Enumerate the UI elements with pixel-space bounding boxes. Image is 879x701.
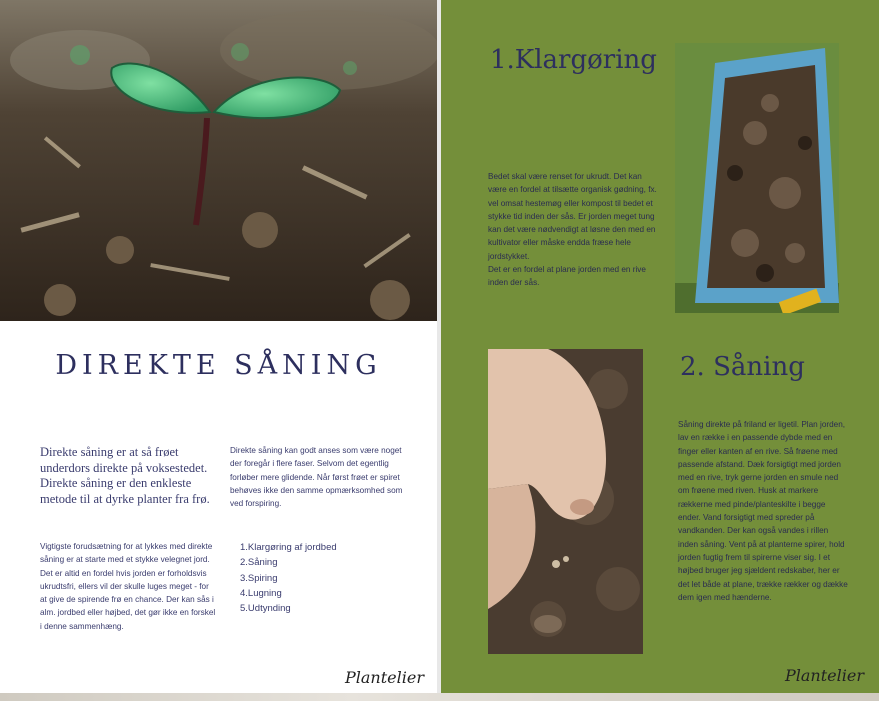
section-heading-klargoring: 1.Klargøring <box>490 45 657 75</box>
section1-body-text: Bedet skal være renset for ukrudt. Det kan være en fordel at tilsætte organisk gødning, fx. vel omsat hestemøg eller kompost til bedet et stykke tid inden der sås. Er jorden meget tung kan det være nødvendigt at løsne den med en kultivator eller måske endda fræse hele jordstykket. <box>488 172 657 261</box>
step-item: 4.Lugning <box>240 587 282 599</box>
section-heading-saning: 2. Såning <box>680 352 805 382</box>
step-item: 1.Klargøring af jordbed <box>240 542 337 553</box>
wheelbarrow-soil-photo <box>675 43 839 313</box>
left-page <box>0 0 437 701</box>
seedling-photo <box>0 0 437 321</box>
steps-list <box>240 540 337 616</box>
step-item: 3.Spiring <box>240 572 278 584</box>
section1-body <box>488 170 658 290</box>
step-item: 2.Såning <box>240 557 278 569</box>
bottom-strip <box>0 693 879 701</box>
phases-text: Direkte såning kan godt anses som være noget der foregår i flere faser. Selvom det egentlig forløber mere glidende. Når først frøet er spiret behøves ikke den samme opmærksomhed som ved forspiring. <box>230 446 403 509</box>
body-text: Vigtigste forudsætning for at lykkes med direkte såning er at starte med et stykke velegnet jord. Det er altid en fordel hvis jorden er forholdsvis ukrudtsfri, ellers vil der skulle luges meget - for at give de spirende frø en chance. Der kan sås i alm. jordbed eller højbed, det gør ikke en forskel i denne sammenhæng. <box>40 542 216 631</box>
signature-logo: Plantelier <box>785 666 864 685</box>
page-title: DIREKTE SÅNING <box>55 350 382 381</box>
hand-sowing-photo <box>488 349 643 654</box>
section1-body-text-2: Det er en fordel at plane jorden med en rive inden der sås. <box>488 265 646 288</box>
intro-text: Direkte såning er at så frøet underdors direkte på voksestedet. Direkte såning er den enkleste metode til at dyrke planter fra frø. <box>40 445 210 506</box>
step-item: 5.Udtynding <box>240 603 291 615</box>
signature-logo: Plantelier <box>345 668 424 687</box>
section2-body: Såning direkte på friland er ligetil. Plan jorden, lav en række i en passende dybde med en finger eller kanten af en rive. Så frøene med passende afstand. Dæk forsigtigt med jorden med en rive, tryk gerne jorden en smule ned om frøene med riven. Husk at markere rækkerne med pinde/planteskilte i begge ender. Vand forsigtigt med spreder på vandkanden. Der kan også vandes i rillen inden såning. Vent på at planterne spirer, hold jorden fugtig frem til spirerne viser sig. I et højbed bruger jeg sjældent redskaber, her er det let både at plane, trække rækker og dække dem igen med hænderne. <box>678 420 848 602</box>
